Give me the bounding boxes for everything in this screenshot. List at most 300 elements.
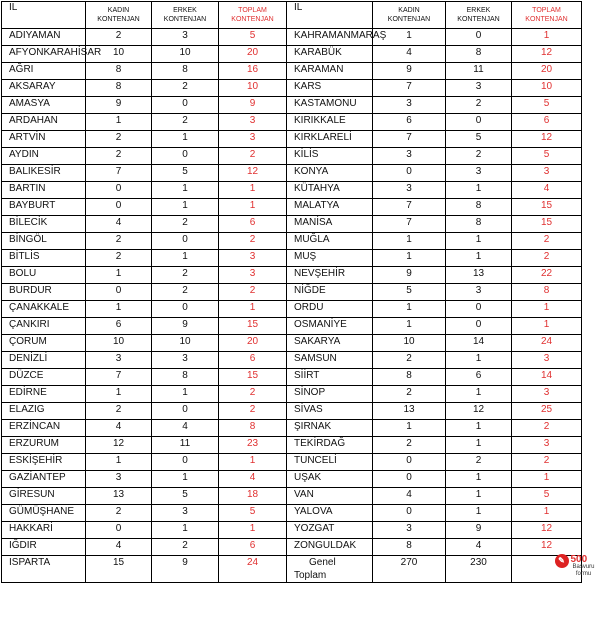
province-name: MUĞLA (287, 233, 373, 250)
erkek-value: 1 (446, 233, 512, 250)
kadin-value: 12 (86, 437, 152, 454)
province-name: BAYBURT (2, 199, 86, 216)
province-name: BİTLİS (2, 250, 86, 267)
kadin-value: 8 (86, 80, 152, 97)
erkek-value: 5 (152, 488, 219, 505)
province-name: YALOVA (287, 505, 373, 522)
kadin-value: 1 (86, 386, 152, 403)
kadin-value: 8 (373, 369, 446, 386)
table-row (2, 97, 582, 114)
erkek-value: 11 (446, 63, 512, 80)
province-name: BURDUR (2, 284, 86, 301)
kadin-value: 0 (373, 471, 446, 488)
logo-number: 500 (570, 554, 588, 565)
erkek-value: 1 (152, 131, 219, 148)
toplam-value: 2 (512, 250, 582, 267)
province-name: MANİSA (287, 216, 373, 233)
erkek-value: 2 (152, 284, 219, 301)
toplam-value: 2 (219, 403, 287, 420)
table-row (2, 267, 582, 284)
toplam-value: 2 (219, 284, 287, 301)
toplam-value: 4 (512, 182, 582, 199)
erkek-value: 2 (446, 148, 512, 165)
kadin-value: 0 (86, 182, 152, 199)
toplam-value: 1 (512, 318, 582, 335)
erkek-value: 1 (446, 505, 512, 522)
kadin-value: 2 (86, 505, 152, 522)
kadin-value: 0 (373, 165, 446, 182)
toplam-value: 10 (219, 80, 287, 97)
kadin-value: 3 (373, 97, 446, 114)
erkek-value: 2 (446, 454, 512, 471)
header-row (2, 2, 582, 29)
toplam-value: 6 (219, 352, 287, 369)
header-kadin-left: KADIN KONTENJAN (86, 2, 152, 29)
erkek-value: 0 (446, 301, 512, 318)
erkek-value: 1 (446, 386, 512, 403)
table-row (2, 522, 582, 539)
table-row (2, 437, 582, 454)
erkek-value: 9 (152, 318, 219, 335)
toplam-value: 3 (512, 437, 582, 454)
table-row (2, 63, 582, 80)
erkek-value: 13 (446, 267, 512, 284)
toplam-value: 1 (219, 182, 287, 199)
table-row (2, 114, 582, 131)
genel-toplam-label: Genel Toplam (287, 556, 373, 583)
kadin-value: 0 (86, 284, 152, 301)
toplam-value: 15 (219, 318, 287, 335)
province-name: MALATYA (287, 199, 373, 216)
province-name: BARTIN (2, 182, 86, 199)
table-row (2, 505, 582, 522)
erkek-value: 10 (152, 46, 219, 63)
table-row (2, 46, 582, 63)
kadin-value: 2 (373, 352, 446, 369)
kadin-value: 2 (86, 148, 152, 165)
toplam-value: 6 (219, 539, 287, 556)
table-row-total (2, 556, 582, 583)
table-row (2, 80, 582, 97)
erkek-value: 1 (446, 437, 512, 454)
toplam-value: 14 (512, 369, 582, 386)
erkek-value: 2 (152, 267, 219, 284)
province-name: KIRKLARELİ (287, 131, 373, 148)
province-name: SİVAS (287, 403, 373, 420)
table-row (2, 369, 582, 386)
province-name: BİLECİK (2, 216, 86, 233)
province-name: UŞAK (287, 471, 373, 488)
province-name: NEVŞEHİR (287, 267, 373, 284)
kadin-value: 1 (373, 250, 446, 267)
toplam-value: 1 (512, 29, 582, 46)
province-name: DENİZLİ (2, 352, 86, 369)
province-name: YOZGAT (287, 522, 373, 539)
erkek-value: 3 (446, 165, 512, 182)
kadin-value: 1 (373, 29, 446, 46)
toplam-value: 6 (512, 114, 582, 131)
kadin-value: 4 (373, 488, 446, 505)
province-name: VAN (287, 488, 373, 505)
kadin-value: 15 (86, 556, 152, 583)
toplam-value: 4 (219, 471, 287, 488)
toplam-value: 5 (512, 97, 582, 114)
erkek-value: 1 (446, 352, 512, 369)
kadin-value: 9 (373, 63, 446, 80)
province-name: IĞDIR (2, 539, 86, 556)
erkek-value: 3 (152, 505, 219, 522)
erkek-value: 14 (446, 335, 512, 352)
kadin-value: 8 (373, 539, 446, 556)
kadin-value: 7 (86, 369, 152, 386)
province-name: ERZİNCAN (2, 420, 86, 437)
province-name: ORDU (287, 301, 373, 318)
erkek-value: 2 (152, 216, 219, 233)
kadin-value: 9 (373, 267, 446, 284)
erkek-value: 1 (446, 182, 512, 199)
province-name: DÜZCE (2, 369, 86, 386)
table-row (2, 233, 582, 250)
kadin-value: 2 (86, 403, 152, 420)
kadin-value: 3 (373, 148, 446, 165)
province-name: ZONGULDAK (287, 539, 373, 556)
erkek-value: 1 (152, 471, 219, 488)
province-name: NİĞDE (287, 284, 373, 301)
toplam-value: 1 (219, 301, 287, 318)
table-row (2, 284, 582, 301)
table-row (2, 182, 582, 199)
province-name: ESKİŞEHİR (2, 454, 86, 471)
toplam-value: 23 (219, 437, 287, 454)
toplam-value: 12 (512, 46, 582, 63)
province-name: EDİRNE (2, 386, 86, 403)
province-name: KİLİS (287, 148, 373, 165)
toplam-value: 6 (219, 216, 287, 233)
province-name: ÇORUM (2, 335, 86, 352)
toplam-value: 8 (219, 420, 287, 437)
kadin-value: 3 (86, 471, 152, 488)
erkek-value: 8 (152, 63, 219, 80)
province-name: AMASYA (2, 97, 86, 114)
kadin-value: 7 (373, 199, 446, 216)
kadin-value: 13 (86, 488, 152, 505)
kadin-value: 4 (86, 539, 152, 556)
table-row (2, 403, 582, 420)
province-name: ŞIRNAK (287, 420, 373, 437)
toplam-value: 24 (512, 335, 582, 352)
province-name: SAKARYA (287, 335, 373, 352)
province-name: ISPARTA (2, 556, 86, 583)
erkek-total: 230 (446, 556, 512, 583)
header-il-right: İL (287, 2, 373, 29)
erkek-value: 1 (446, 471, 512, 488)
erkek-value: 8 (152, 369, 219, 386)
kadin-value: 7 (373, 216, 446, 233)
kadin-value: 1 (373, 420, 446, 437)
toplam-value: 1 (219, 522, 287, 539)
toplam-value: 12 (512, 522, 582, 539)
toplam-value: 5 (512, 148, 582, 165)
toplam-value: 12 (512, 539, 582, 556)
province-name: ARTVİN (2, 131, 86, 148)
kadin-value: 3 (373, 522, 446, 539)
province-name: SİNOP (287, 386, 373, 403)
kadin-value: 1 (86, 267, 152, 284)
kadin-value: 9 (86, 97, 152, 114)
toplam-value: 15 (219, 369, 287, 386)
toplam-value: 8 (512, 284, 582, 301)
toplam-value: 22 (512, 267, 582, 284)
table-row (2, 199, 582, 216)
toplam-value: 3 (219, 131, 287, 148)
header-erkek-right: ERKEK KONTENJAN (446, 2, 512, 29)
province-name: KARS (287, 80, 373, 97)
table-row (2, 250, 582, 267)
kadin-value: 5 (373, 284, 446, 301)
province-name: BOLU (2, 267, 86, 284)
province-name: KÜTAHYA (287, 182, 373, 199)
form-icon: ✎ (555, 554, 569, 568)
province-name: ERZURUM (2, 437, 86, 454)
kadin-value: 1 (86, 114, 152, 131)
table-row (2, 471, 582, 488)
header-il-left: İL (2, 2, 86, 29)
kadin-total: 270 (373, 556, 446, 583)
province-name: MUŞ (287, 250, 373, 267)
table-row (2, 165, 582, 182)
erkek-value: 0 (152, 403, 219, 420)
province-name: BİNGÖL (2, 233, 86, 250)
province-name: ÇANKIRI (2, 318, 86, 335)
toplam-value: 3 (512, 352, 582, 369)
erkek-value: 1 (152, 522, 219, 539)
kadin-value: 7 (86, 165, 152, 182)
toplam-value: 1 (512, 505, 582, 522)
erkek-value: 3 (446, 284, 512, 301)
table-row (2, 148, 582, 165)
erkek-value: 4 (446, 539, 512, 556)
toplam-value: 2 (512, 454, 582, 471)
erkek-value: 1 (446, 488, 512, 505)
erkek-value: 5 (152, 165, 219, 182)
erkek-value: 2 (152, 80, 219, 97)
erkek-value: 1 (152, 250, 219, 267)
province-name: OSMANİYE (287, 318, 373, 335)
table-row (2, 386, 582, 403)
kadin-value: 3 (373, 182, 446, 199)
header-erkek-left: ERKEK KONTENJAN (152, 2, 219, 29)
toplam-value: 15 (512, 199, 582, 216)
erkek-value: 10 (152, 335, 219, 352)
kadin-value: 10 (86, 46, 152, 63)
kadin-value: 2 (86, 233, 152, 250)
toplam-value: 3 (512, 165, 582, 182)
erkek-value: 12 (446, 403, 512, 420)
toplam-value: 1 (512, 301, 582, 318)
erkek-value: 1 (152, 182, 219, 199)
erkek-value: 0 (152, 233, 219, 250)
table-row (2, 352, 582, 369)
erkek-value: 9 (446, 522, 512, 539)
kadin-value: 2 (86, 29, 152, 46)
province-name: TUNCELİ (287, 454, 373, 471)
kadin-value: 6 (86, 318, 152, 335)
kadin-value: 7 (373, 80, 446, 97)
kadin-value: 0 (86, 199, 152, 216)
erkek-value: 1 (152, 386, 219, 403)
kadin-value: 3 (86, 352, 152, 369)
toplam-value: 5 (512, 488, 582, 505)
province-name: GİRESUN (2, 488, 86, 505)
toplam-value: 20 (219, 335, 287, 352)
toplam-value: 2 (219, 233, 287, 250)
province-name: KAHRAMANMARAŞ (287, 29, 373, 46)
erkek-value: 3 (152, 352, 219, 369)
province-name: HAKKARİ (2, 522, 86, 539)
toplam-value: 18 (219, 488, 287, 505)
toplam-value: 3 (219, 267, 287, 284)
province-name: BALIKESİR (2, 165, 86, 182)
table-row (2, 454, 582, 471)
toplam-value: 12 (219, 165, 287, 182)
toplam-value: 15 (512, 216, 582, 233)
erkek-value: 8 (446, 216, 512, 233)
erkek-value: 0 (446, 114, 512, 131)
toplam-value: 2 (219, 386, 287, 403)
toplam-value: 9 (219, 97, 287, 114)
erkek-value: 2 (152, 539, 219, 556)
toplam-value: 1 (219, 199, 287, 216)
erkek-value: 2 (152, 114, 219, 131)
logo-caption: Başvuru formu (572, 564, 595, 577)
erkek-value: 1 (446, 250, 512, 267)
province-name: AKSARAY (2, 80, 86, 97)
erkek-value: 8 (446, 46, 512, 63)
province-name: ÇANAKKALE (2, 301, 86, 318)
province-name: KIRIKKALE (287, 114, 373, 131)
erkek-value: 6 (446, 369, 512, 386)
erkek-value: 3 (446, 80, 512, 97)
kadin-value: 13 (373, 403, 446, 420)
toplam-value: 10 (512, 80, 582, 97)
erkek-value: 0 (152, 454, 219, 471)
erkek-value: 9 (152, 556, 219, 583)
kadin-value: 10 (373, 335, 446, 352)
province-name: ELAZIG (2, 403, 86, 420)
erkek-value: 11 (152, 437, 219, 454)
erkek-value: 0 (446, 318, 512, 335)
header-toplam-left: TOPLAM KONTENJAN (219, 2, 287, 29)
kadin-value: 8 (86, 63, 152, 80)
kontenjan-table (1, 1, 595, 583)
erkek-value: 0 (152, 301, 219, 318)
toplam-value: 25 (512, 403, 582, 420)
toplam-value: 24 (219, 556, 287, 583)
kadin-value: 1 (86, 454, 152, 471)
toplam-value: 3 (219, 114, 287, 131)
erkek-value: 4 (152, 420, 219, 437)
kadin-value: 2 (373, 437, 446, 454)
table-row (2, 318, 582, 335)
erkek-value: 5 (446, 131, 512, 148)
province-name: GÜMÜŞHANE (2, 505, 86, 522)
erkek-value: 8 (446, 199, 512, 216)
table-row (2, 488, 582, 505)
kadin-value: 2 (86, 131, 152, 148)
kadin-value: 4 (86, 216, 152, 233)
province-name: GAZİANTEP (2, 471, 86, 488)
erkek-value: 0 (152, 148, 219, 165)
toplam-value: 5 (219, 505, 287, 522)
erkek-value: 0 (446, 29, 512, 46)
province-name: KARABÜK (287, 46, 373, 63)
toplam-value: 2 (219, 148, 287, 165)
erkek-value: 2 (446, 97, 512, 114)
erkek-value: 1 (152, 199, 219, 216)
toplam-value: 16 (219, 63, 287, 80)
province-name: SİİRT (287, 369, 373, 386)
table-row (2, 29, 582, 46)
header-kadin-right: KADIN KONTENJAN (373, 2, 446, 29)
kadin-value: 6 (373, 114, 446, 131)
toplam-value: 5 (219, 29, 287, 46)
province-name: AYDIN (2, 148, 86, 165)
toplam-value: 12 (512, 131, 582, 148)
kadin-value: 4 (373, 46, 446, 63)
table-row (2, 301, 582, 318)
kadin-value: 1 (86, 301, 152, 318)
erkek-value: 3 (152, 29, 219, 46)
header-toplam-right: TOPLAM KONTENJAN (512, 2, 582, 29)
kadin-value: 2 (373, 386, 446, 403)
toplam-value: 2 (512, 233, 582, 250)
province-name: KONYA (287, 165, 373, 182)
kadin-value: 0 (373, 454, 446, 471)
table-row (2, 216, 582, 233)
table-row (2, 131, 582, 148)
kadin-value: 1 (373, 318, 446, 335)
toplam-value: 2 (512, 420, 582, 437)
toplam-value: 20 (219, 46, 287, 63)
kadin-value: 10 (86, 335, 152, 352)
kadin-value: 4 (86, 420, 152, 437)
province-name: TEKİRDAĞ (287, 437, 373, 454)
province-name: KASTAMONU (287, 97, 373, 114)
province-name: SAMSUN (287, 352, 373, 369)
kadin-value: 1 (373, 301, 446, 318)
province-name: KARAMAN (287, 63, 373, 80)
province-name: ARDAHAN (2, 114, 86, 131)
toplam-value: 3 (219, 250, 287, 267)
table-row (2, 420, 582, 437)
toplam-value: 3 (512, 386, 582, 403)
kadin-value: 7 (373, 131, 446, 148)
erkek-value: 0 (152, 97, 219, 114)
toplam-value: 1 (512, 471, 582, 488)
kadin-value: 2 (86, 250, 152, 267)
toplam-value: 1 (219, 454, 287, 471)
kadin-value: 0 (373, 505, 446, 522)
toplam-value: 20 (512, 63, 582, 80)
table-row (2, 335, 582, 352)
province-name: AĞRI (2, 63, 86, 80)
erkek-value: 1 (446, 420, 512, 437)
province-name: AFYONKARAHİSAR (2, 46, 86, 63)
kadin-value: 1 (373, 233, 446, 250)
logo-cell (512, 554, 595, 583)
table-row (2, 539, 582, 556)
province-name: ADIYAMAN (2, 29, 86, 46)
